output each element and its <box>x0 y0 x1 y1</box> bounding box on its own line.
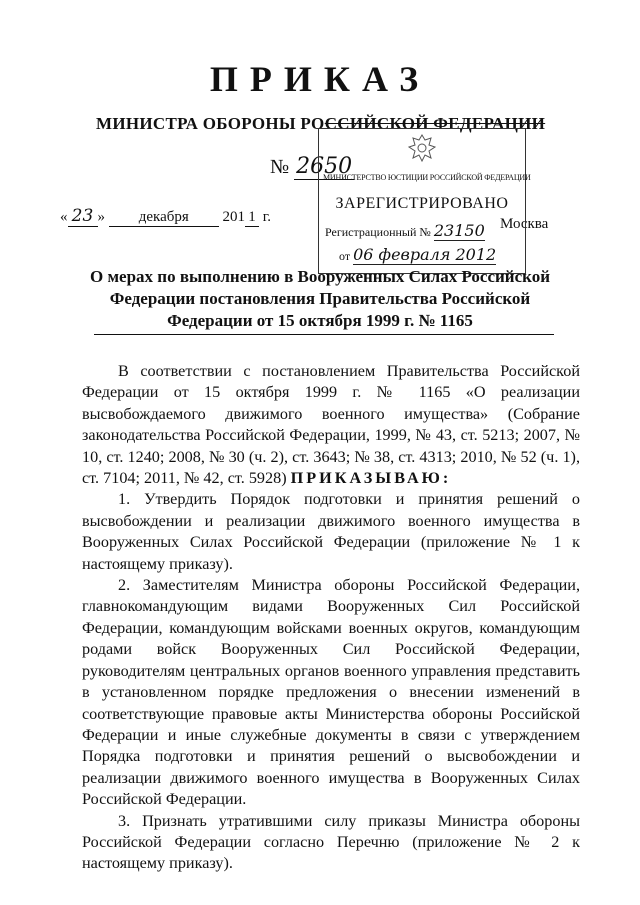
stamp-heading: ЗАРЕГИСТРИРОВАНО <box>335 195 509 212</box>
date-year-digit: 1 <box>245 209 259 227</box>
order-heading <box>70 266 570 332</box>
intro-text: В соответствии с постановлением Правительства Российской Федерации от 15 октября 1999 г. № 1165 «О реализации высвобождаемого движимого военного имущества» (Собрание законодательства Российской Федерации, 1999, № 43, ст. 5213; 2007, № 10, ст. 1240; 2008, № 30 (ч. 2), ст. 3643; № 38, ст. 4313; 2010, № 52 (ч. 1), ст. 7104; 2011, № 42, ст. 5928) <box>82 362 580 488</box>
city: Москва <box>500 216 549 232</box>
intro-paragraph <box>82 361 580 489</box>
stamp-reg-label: Регистрационный № <box>325 225 431 239</box>
date-month: декабря <box>109 209 219 227</box>
stamp-date-value: 06 февраля 2012 <box>353 245 497 264</box>
heading-line-3: Федерации от 15 октября 1999 г. № 1165 <box>167 311 473 330</box>
subtitle-struck-text: ССИЙСКОЙ ФЕДЕРАЦИИ <box>324 114 546 133</box>
stamp-ministry: МИНИСТЕРСТВО ЮСТИЦИИ РОССИЙСКОЙ ФЕДЕРАЦИИ <box>323 173 531 182</box>
date-day: 23 <box>68 206 98 227</box>
number-value: 2650 <box>296 154 353 179</box>
date-year-suffix: г. <box>262 209 271 225</box>
number-prefix: № <box>270 156 290 178</box>
document-title: ПРИКАЗ <box>209 59 431 99</box>
emblem-icon <box>405 133 439 163</box>
item-2: 2. Заместителям Министра обороны Российской Федерации, главнокомандующим видами Вооруженных Сил Российской Федерации, командующим войсками военных округов, командующим родами войск Вооруженных Сил Российской Федерации, руководителям центральных органов военного управления представить в установленном порядке предложения о внесении изменений в соответствующие правовые акты Министерства обороны Российской Федерации и иные служебные документы в связи с утверждением Порядка подготовки и принятия решений о высвобождении и реализации движимого военного имущества в Вооруженных Силах Российской Федерации. <box>82 576 580 809</box>
heading-line-2: Федерации постановления Правительства Российской <box>109 289 531 308</box>
order-date: « 23 » декабря 201 1 г. <box>60 206 271 226</box>
stamp-date-label: от <box>339 249 351 263</box>
subtitle-text: МИНИСТРА ОБОРОНЫ РО <box>96 114 325 133</box>
registration-stamp <box>318 128 531 274</box>
order-body <box>82 361 580 875</box>
date-year-prefix: 201 <box>222 209 245 225</box>
item-1: 1. Утвердить Порядок подготовки и принятия решений о высвобождении и реализации движимого военного имущества в Вооруженных Силах Российской Федерации (приложение № 1 к настоящему приказу). <box>82 490 580 573</box>
heading-underline <box>94 334 554 335</box>
item-3: 3. Признать утратившими силу приказы Министра обороны Российской Федерации согласно Перечню (приложение № 2 к настоящему приказу). <box>82 811 580 873</box>
heading-line-1: О мерах по выполнению в Вооруженных Силах Российской <box>89 267 551 286</box>
stamp-reg-number: 23150 <box>433 221 485 240</box>
stamp-registration <box>325 221 485 240</box>
stamp-date <box>339 245 496 264</box>
order-word: ПРИКАЗЫВАЮ: <box>290 469 452 488</box>
